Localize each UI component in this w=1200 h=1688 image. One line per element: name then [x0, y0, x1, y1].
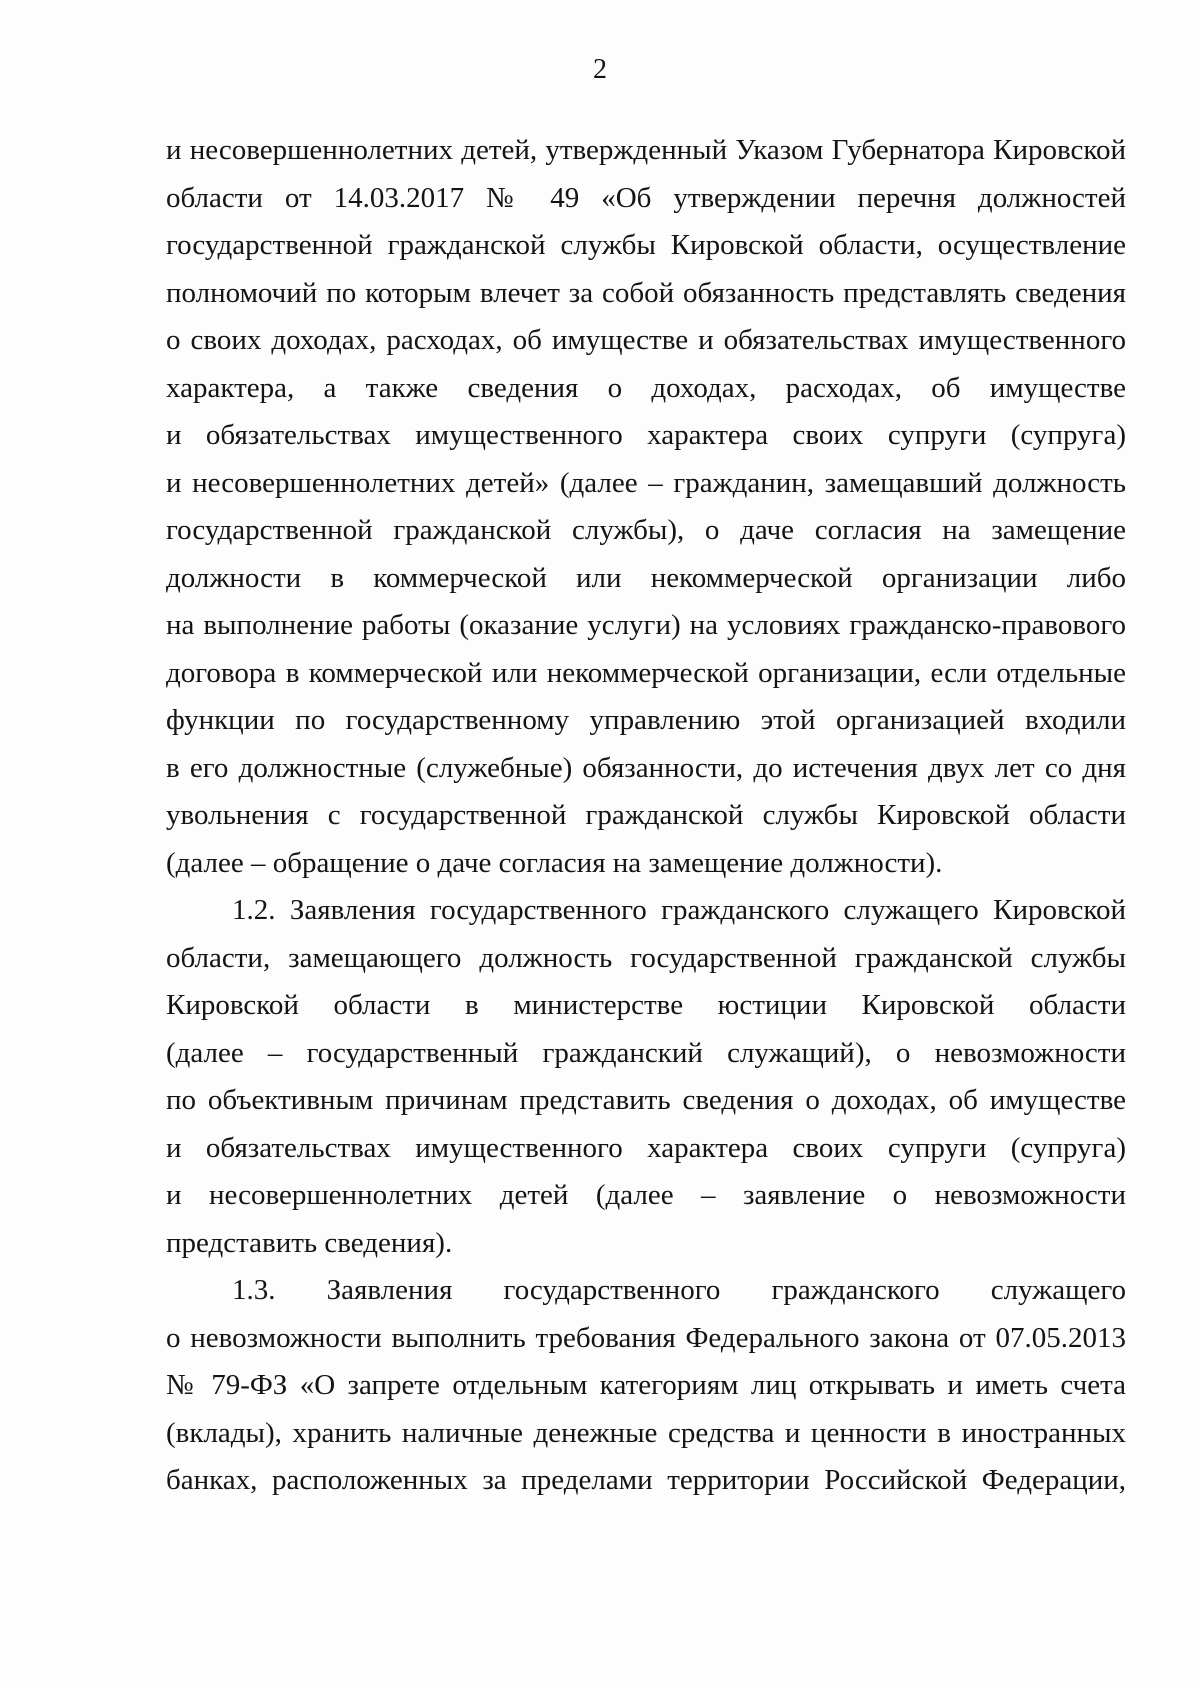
paragraph-1-2	[166, 887, 1126, 1267]
text-line: государственной гражданской службы), о даче согласия на замещение	[166, 514, 1126, 546]
text-line: и несовершеннолетних детей (далее – заявление о невозможности	[166, 1179, 1126, 1211]
text-line: государственной гражданской службы Кировской области, осуществление	[166, 229, 1126, 261]
paragraph-1-3	[166, 1267, 1126, 1505]
document-body	[166, 127, 1126, 1505]
text-line: 1.3. Заявления государственного гражданского служащего	[232, 1274, 1126, 1306]
text-line: банках, расположенных за пределами территории Российской Федерации,	[166, 1464, 1126, 1496]
text-line: представить сведения).	[166, 1226, 453, 1259]
text-line: полномочий по которым влечет за собой обязанность представлять сведения	[166, 276, 1126, 309]
text-line: и несовершеннолетних детей, утвержденный Указом Губернатора Кировской	[166, 134, 1126, 166]
text-line: и обязательствах имущественного характера своих супруги (супруга)	[166, 419, 1126, 451]
text-line: о своих доходах, расходах, об имуществе и обязательствах имущественного	[166, 324, 1126, 356]
text-line: 1.2. Заявления государственного гражданского служащего Кировской	[232, 894, 1126, 926]
text-line: области от 14.03.2017 № 49 «Об утверждении перечня должностей	[166, 181, 1126, 214]
text-line: должности в коммерческой или некоммерческой организации либо	[166, 561, 1126, 594]
text-line: в его должностные (служебные) обязанности, до истечения двух лет со дня	[166, 751, 1126, 784]
text-line: о невозможности выполнить требования Федерального закона от 07.05.2013	[166, 1321, 1126, 1354]
page-number: 2	[593, 54, 607, 85]
text-line: (далее – государственный гражданский служащий), о невозможности	[166, 1036, 1126, 1069]
paragraph-1	[166, 127, 1126, 887]
text-line: (далее – обращение о даче согласия на замещение должности).	[166, 846, 943, 879]
text-line: увольнения с государственной гражданской службы Кировской области	[166, 799, 1126, 831]
text-line: Кировской области в министерстве юстиции Кировской области	[166, 989, 1126, 1021]
text-line: договора в коммерческой или некоммерческой организации, если отдельные	[166, 656, 1126, 689]
text-line: характера, а также сведения о доходах, расходах, об имуществе	[166, 371, 1126, 404]
text-line: и несовершеннолетних детей» (далее – гражданин, замещавший должность	[166, 466, 1126, 499]
text-line: и обязательствах имущественного характера своих супруги (супруга)	[166, 1131, 1126, 1164]
text-line: области, замещающего должность государственной гражданской службы	[166, 941, 1126, 974]
text-line: функции по государственному управлению этой организацией входили	[166, 704, 1126, 736]
text-line: на выполнение работы (оказание услуги) на условиях гражданско-правового	[166, 609, 1126, 641]
text-line: № 79-ФЗ «О запрете отдельным категориям лиц открывать и иметь счета	[166, 1369, 1126, 1401]
text-line: по объективным причинам представить сведения о доходах, об имуществе	[166, 1084, 1126, 1116]
text-line: (вклады), хранить наличные денежные средства и ценности в иностранных	[166, 1416, 1126, 1449]
